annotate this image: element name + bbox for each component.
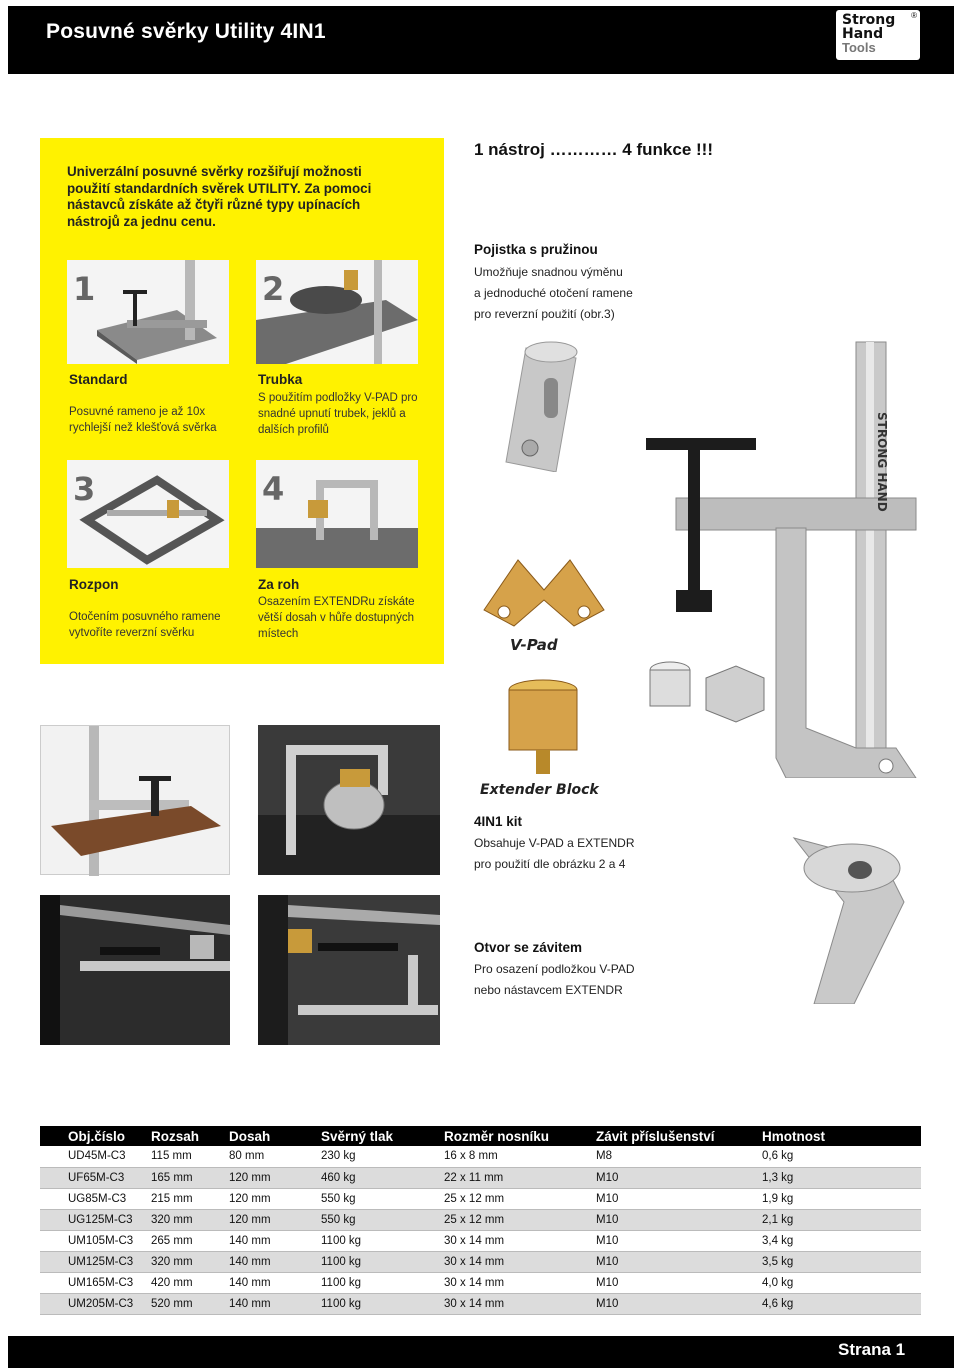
headline: 1 nástroj ………… 4 funkce !!! — [474, 140, 713, 159]
cell-range: 265 mm — [151, 1230, 229, 1251]
spring-lock-image — [486, 338, 606, 472]
cell-clamping-force: 1100 kg — [321, 1230, 444, 1251]
col-header-accessory-thread: Závit příslušenství — [596, 1126, 762, 1146]
cell-range: 115 mm — [151, 1146, 229, 1167]
cell-accessory-thread: M10 — [596, 1167, 762, 1188]
mode-4-number: 4 — [262, 470, 285, 508]
logo-line-2: Hand — [842, 26, 884, 42]
table-row — [40, 1251, 921, 1272]
spring-lock-line-2: a jednoduché otočení ramene — [474, 286, 633, 300]
cell-range: 320 mm — [151, 1209, 229, 1230]
thread-hole-image — [774, 832, 918, 1004]
cell-weight: 1,9 kg — [762, 1188, 921, 1209]
accessory-image — [646, 658, 766, 728]
cell-bar-size: 30 x 14 mm — [444, 1272, 596, 1293]
photo-standard-use — [40, 725, 230, 875]
mode-3-text: Otočením posuvného ramene vytvoříte reverzní svěrku — [69, 611, 221, 639]
table-row — [40, 1167, 921, 1188]
mode-1-number: 1 — [73, 270, 96, 308]
cell-weight: 0,6 kg — [762, 1146, 921, 1167]
cell-order-number: UG85M-C3 — [40, 1188, 151, 1209]
table-row — [40, 1293, 921, 1314]
brand-logo — [836, 10, 920, 60]
mode-1-text: Posuvné rameno je až 10x rychlejší než klešťová svěrka — [69, 406, 217, 434]
page-title: Posuvné svěrky Utility 4IN1 — [46, 20, 326, 43]
kit-title: 4IN1 kit — [474, 814, 523, 829]
cell-bar-size: 30 x 14 mm — [444, 1251, 596, 1272]
kit-line-2: pro použití dle obrázku 2 a 4 — [474, 857, 626, 871]
cell-range: 320 mm — [151, 1251, 229, 1272]
mode-2-image — [256, 260, 418, 364]
cell-bar-size: 22 x 11 mm — [444, 1167, 596, 1188]
cell-bar-size: 25 x 12 mm — [444, 1209, 596, 1230]
table-row — [40, 1209, 921, 1230]
cell-accessory-thread: M10 — [596, 1230, 762, 1251]
photo-corner-use — [258, 895, 440, 1045]
spec-table — [40, 1126, 921, 1315]
cell-weight: 4,6 kg — [762, 1293, 921, 1314]
spring-lock-line-3: pro reverzní použití (obr.3) — [474, 307, 615, 321]
mode-2-number: 2 — [262, 270, 285, 308]
spring-lock-title: Pojistka s pružinou — [474, 242, 598, 257]
col-header-order-number: Obj.číslo — [40, 1126, 151, 1146]
cell-bar-size: 30 x 14 mm — [444, 1230, 596, 1251]
cell-range: 165 mm — [151, 1167, 229, 1188]
cell-accessory-thread: M10 — [596, 1188, 762, 1209]
col-header-range: Rozsah — [151, 1126, 229, 1146]
cell-order-number: UF65M-C3 — [40, 1167, 151, 1188]
cell-clamping-force: 1100 kg — [321, 1272, 444, 1293]
vpad-image — [478, 540, 610, 660]
cell-weight: 2,1 kg — [762, 1209, 921, 1230]
mode-3-number: 3 — [73, 470, 96, 508]
spring-lock-line-1: Umožňuje snadnou výměnu — [474, 265, 623, 279]
page-number: Strana 1 — [838, 1340, 906, 1359]
clamp-brand: STRONG HAND — [875, 412, 889, 512]
cell-clamping-force: 1100 kg — [321, 1293, 444, 1314]
col-header-reach: Dosah — [229, 1126, 321, 1146]
mode-1-image — [67, 260, 229, 364]
mode-4-image — [256, 460, 418, 568]
thread-hole-line-2: nebo nástavcem EXTENDR — [474, 983, 623, 997]
cell-clamping-force: 460 kg — [321, 1167, 444, 1188]
logo-line-1: Strong — [842, 12, 896, 28]
mode-4-text: Osazením EXTENDRu získáte větší dosah v hůře dostupných místech — [258, 596, 415, 640]
cell-range: 520 mm — [151, 1293, 229, 1314]
cell-weight: 3,5 kg — [762, 1251, 921, 1272]
kit-line-1: Obsahuje V-PAD a EXTENDR — [474, 836, 635, 850]
extender-image — [478, 676, 608, 802]
cell-range: 420 mm — [151, 1272, 229, 1293]
cell-reach: 120 mm — [229, 1167, 321, 1188]
col-header-clamping-force: Svěrný tlak — [321, 1126, 444, 1146]
extender-label: Extender Block — [480, 782, 599, 798]
cell-clamping-force: 550 kg — [321, 1209, 444, 1230]
cell-range: 215 mm — [151, 1188, 229, 1209]
mode-3-title: Rozpon — [69, 577, 119, 592]
cell-accessory-thread: M10 — [596, 1272, 762, 1293]
thread-hole-text — [474, 959, 635, 1001]
col-header-weight: Hmotnost — [762, 1126, 921, 1146]
cell-reach: 140 mm — [229, 1230, 321, 1251]
cell-order-number: UM105M-C3 — [40, 1230, 151, 1251]
registered-mark: ® — [911, 11, 917, 20]
cell-accessory-thread: M10 — [596, 1293, 762, 1314]
cell-order-number: UG125M-C3 — [40, 1209, 151, 1230]
vpad-label: V-Pad — [510, 636, 558, 654]
cell-order-number: UM165M-C3 — [40, 1272, 151, 1293]
table-row — [40, 1230, 921, 1251]
table-row — [40, 1146, 921, 1167]
mode-2-text: S použitím podložky V-PAD pro snadné upnutí trubek, jeklů a dalších profilů — [258, 392, 418, 436]
table-row — [40, 1188, 921, 1209]
table-header-row — [40, 1126, 921, 1146]
page-footer — [8, 1336, 954, 1368]
cell-reach: 120 mm — [229, 1188, 321, 1209]
cell-reach: 140 mm — [229, 1251, 321, 1272]
cell-reach: 140 mm — [229, 1272, 321, 1293]
mode-3-image — [67, 460, 229, 568]
photo-pipe-use — [258, 725, 440, 875]
table-row — [40, 1272, 921, 1293]
cell-weight: 1,3 kg — [762, 1167, 921, 1188]
thread-hole-title: Otvor se závitem — [474, 940, 583, 955]
cell-accessory-thread: M10 — [596, 1209, 762, 1230]
kit-text — [474, 833, 635, 875]
cell-order-number: UD45M-C3 — [40, 1146, 151, 1167]
cell-order-number: UM125M-C3 — [40, 1251, 151, 1272]
cell-clamping-force: 550 kg — [321, 1188, 444, 1209]
cell-bar-size: 30 x 14 mm — [444, 1293, 596, 1314]
thread-hole-line-1: Pro osazení podložkou V-PAD — [474, 962, 635, 976]
cell-accessory-thread: M8 — [596, 1146, 762, 1167]
intro-text: Univerzální posuvné svěrky rozšiřují možnosti použití standardních svěrek UTILITY. Za pomoci nástavců získáte až čtyři různé typy upínacích nástrojů za jednu cenu. — [67, 164, 372, 229]
cell-weight: 3,4 kg — [762, 1230, 921, 1251]
mode-1-title: Standard — [69, 372, 128, 387]
cell-clamping-force: 230 kg — [321, 1146, 444, 1167]
cell-order-number: UM205M-C3 — [40, 1293, 151, 1314]
spring-lock-text — [474, 262, 633, 325]
cell-reach: 140 mm — [229, 1293, 321, 1314]
cell-clamping-force: 1100 kg — [321, 1251, 444, 1272]
logo-line-3: Tools — [842, 40, 876, 55]
cell-reach: 120 mm — [229, 1209, 321, 1230]
col-header-bar-size: Rozměr nosníku — [444, 1126, 596, 1146]
cell-bar-size: 25 x 12 mm — [444, 1188, 596, 1209]
photo-spread-use — [40, 895, 230, 1045]
cell-reach: 80 mm — [229, 1146, 321, 1167]
mode-2-title: Trubka — [258, 372, 303, 387]
cell-accessory-thread: M10 — [596, 1251, 762, 1272]
cell-weight: 4,0 kg — [762, 1272, 921, 1293]
cell-bar-size: 16 x 8 mm — [444, 1146, 596, 1167]
mode-4-title: Za roh — [258, 577, 300, 592]
